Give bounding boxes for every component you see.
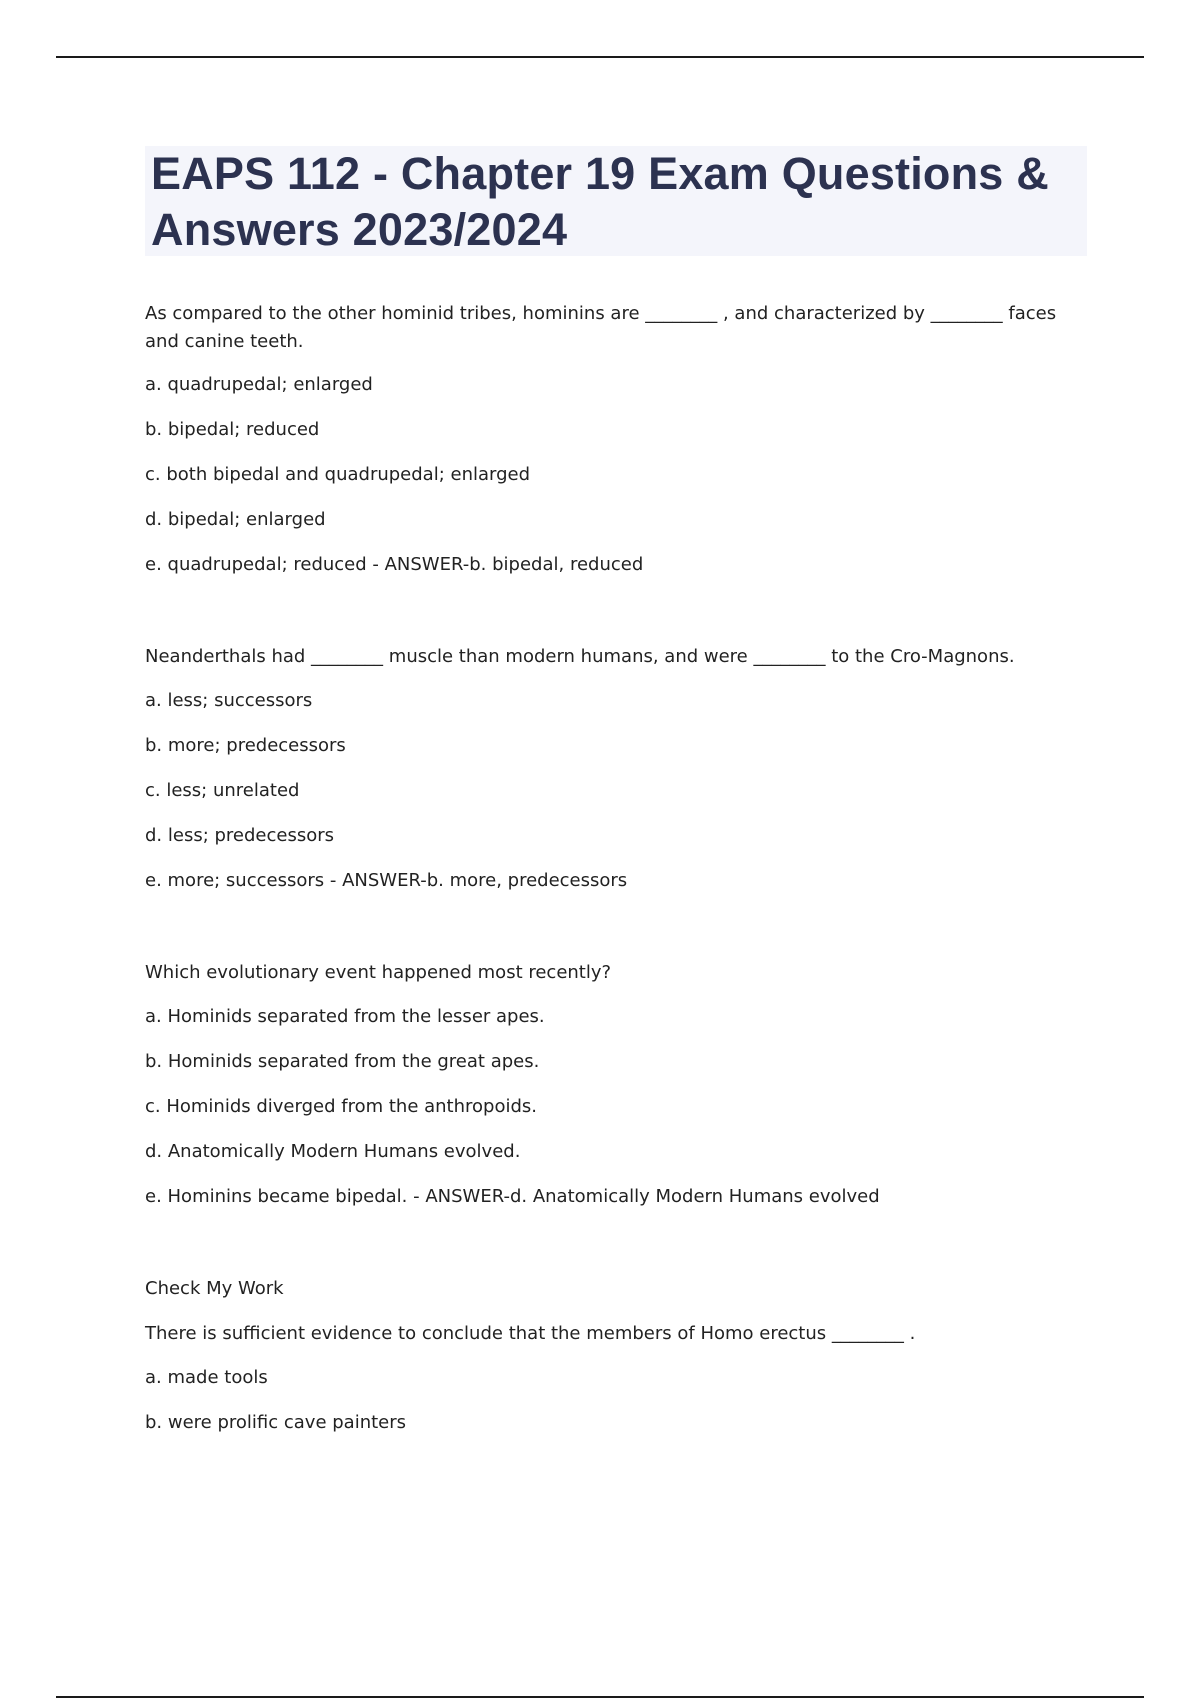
question-2-prompt: Neanderthals had ________ muscle than modern humans, and were ________ to the Cro-Magnons. — [145, 646, 1015, 667]
question-2-option-a: a. less; successors — [145, 690, 313, 711]
question-1 — [145, 300, 1087, 577]
question-1-option-a: a. quadrupedal; enlarged — [145, 374, 373, 395]
question-3-option-e: e. Hominins became bipedal. - ANSWER-d. Anatomically Modern Humans evolved — [145, 1186, 880, 1207]
question-4 — [145, 1275, 1087, 1435]
question-1-option-c: c. both bipedal and quadrupedal; enlarged — [145, 464, 531, 485]
question-4-preface: Check My Work — [145, 1278, 284, 1299]
question-2-option-e: e. more; successors - ANSWER-b. more, predecessors — [145, 870, 628, 891]
bottom-rule — [56, 1696, 1144, 1698]
question-2-option-d: d. less; predecessors — [145, 825, 335, 846]
title-block — [145, 146, 1087, 256]
page-title: EAPS 112 - Chapter 19 Exam Questions & Answers 2023/2024 — [151, 148, 1049, 255]
question-3-option-b: b. Hominids separated from the great apes. — [145, 1051, 540, 1072]
top-rule — [56, 56, 1144, 58]
question-2 — [145, 643, 1087, 893]
question-3-option-d: d. Anatomically Modern Humans evolved. — [145, 1141, 521, 1162]
question-3-option-c: c. Hominids diverged from the anthropoids. — [145, 1096, 538, 1117]
question-3 — [145, 959, 1087, 1209]
question-3-option-a: a. Hominids separated from the lesser apes. — [145, 1006, 545, 1027]
question-4-prompt: There is sufficient evidence to conclude that the members of Homo erectus ________ . — [145, 1323, 916, 1344]
question-4-option-a: a. made tools — [145, 1367, 268, 1388]
question-3-prompt: Which evolutionary event happened most recently? — [145, 962, 612, 983]
question-1-option-d: d. bipedal; enlarged — [145, 509, 326, 530]
question-1-option-e: e. quadrupedal; reduced - ANSWER-b. bipedal, reduced — [145, 554, 644, 575]
question-1-prompt: As compared to the other hominid tribes, hominins are ________ , and characterized by ________ faces and canine teeth. — [145, 303, 1057, 352]
question-list — [145, 300, 1087, 1435]
question-1-option-b: b. bipedal; reduced — [145, 419, 320, 440]
question-4-option-b: b. were prolific cave painters — [145, 1412, 407, 1433]
question-2-option-b: b. more; predecessors — [145, 735, 346, 756]
question-2-option-c: c. less; unrelated — [145, 780, 300, 801]
